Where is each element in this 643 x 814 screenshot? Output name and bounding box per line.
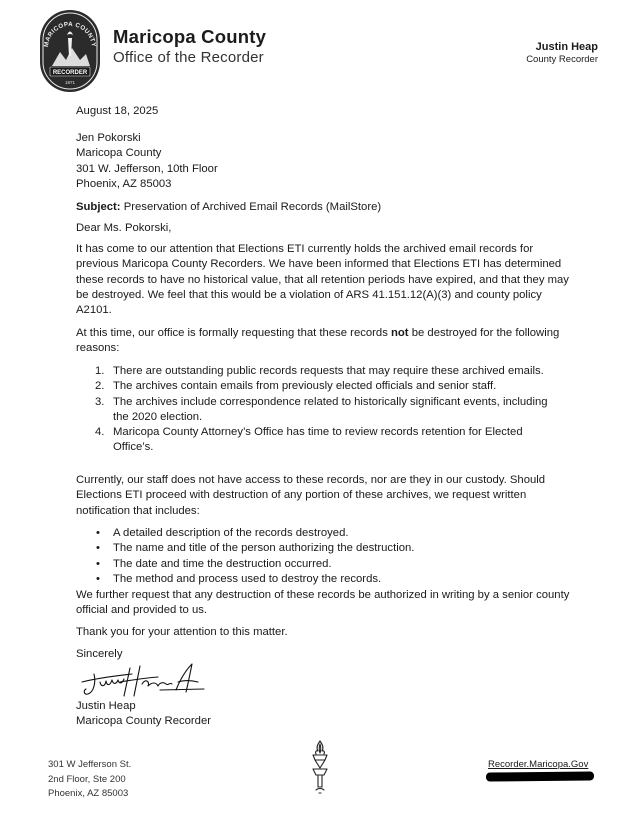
letter-date: August 18, 2025: [76, 105, 159, 117]
list-item-text: The archives contain emails from previously elected officials and senior staff.: [113, 380, 497, 393]
redaction-bar: [486, 771, 594, 781]
paragraph-1: It has come to our attention that Elections ETI currently holds the archived email records for previous Maricopa County Recorders. We have been informed that Elections ETI has determined these records to have no historical value, that all retention periods have expired, and that they may be destroyed. We feel that this would be a violation of ARS 41.151.12(A)(3) and county policy A2101.: [76, 243, 569, 317]
list-item: • The method and process used to destroy the records.: [96, 572, 382, 585]
paragraph-2: [76, 326, 576, 357]
list-item-text: The method and process used to destroy the records.: [113, 572, 382, 585]
footer-address-line: Phoenix, AZ 85003: [48, 788, 129, 799]
county-seal-logo: [38, 8, 102, 94]
signer-title: Maricopa County Recorder: [76, 715, 211, 728]
notification-list: [76, 526, 576, 587]
list-item-text: The date and time the destruction occurred.: [113, 557, 332, 570]
list-item-text: A detailed description of the records destroyed.: [113, 527, 349, 539]
list-item: [76, 379, 566, 394]
paragraph-4: We further request that any destruction of these records be authorized in writing by a senior county official and provided to us.: [76, 589, 570, 617]
recipient-line: Jen Pokorski: [76, 132, 141, 144]
footer-address: [48, 758, 131, 802]
seal-year-text: 1871: [64, 80, 76, 85]
torch-icon: [307, 738, 333, 796]
org-name: Maricopa County: [113, 26, 267, 47]
list-number: 2.: [95, 380, 105, 393]
seal-arc-text: MARICOPA COUNTY: [42, 20, 98, 48]
list-number: 4.: [95, 426, 105, 439]
list-number: 1.: [95, 365, 105, 377]
recipient-line: Maricopa County: [76, 147, 162, 160]
paragraph-2-start: At this time, our office is formally requesting that these records: [76, 327, 391, 339]
paragraph-2-emphasis: not: [391, 327, 409, 339]
reasons-list: [76, 364, 566, 456]
closing: Sincerely: [76, 648, 123, 660]
footer-website-link[interactable]: Recorder.Maricopa.Gov: [488, 759, 589, 770]
subject-line: [76, 200, 576, 215]
list-item: [76, 425, 566, 456]
list-item: • The name and title of the person authorizing the destruction.: [96, 542, 415, 555]
recipient-line: Phoenix, AZ 85003: [76, 177, 172, 190]
list-item-text: The name and title of the person authorizing the destruction.: [113, 542, 415, 555]
signer-block: [76, 699, 576, 730]
list-item-text: The archives include correspondence related to historically significant events, including the 2020 election.: [113, 395, 548, 423]
footer-address-line: 2nd Floor, Ste 200: [48, 773, 126, 785]
seal-recorder-text: RECORDER: [52, 70, 88, 76]
list-item: [76, 395, 566, 426]
official-name: Justin Heap: [535, 41, 598, 53]
handwritten-signature: [80, 660, 220, 700]
subject-label: Subject:: [76, 201, 121, 213]
paragraph-5: Thank you for your attention to this matter.: [76, 626, 288, 638]
paragraph-2-end: be destroyed for the following reasons:: [76, 327, 560, 355]
recipient-block: [76, 131, 576, 192]
list-item-text: There are outstanding public records requests that may require these archived emails.: [113, 365, 544, 377]
signer-name: Justin Heap: [76, 700, 136, 712]
paragraph-3: Currently, our staff does not have access to these records, nor are they in our custody. Should Elections ETI proceed with destruction of any portion of these archives, we request written notification that includes:: [76, 474, 546, 517]
salutation: Dear Ms. Pokorski,: [76, 222, 172, 234]
subject-text: Preservation of Archived Email Records (MailStore): [120, 201, 382, 213]
list-item: • The date and time the destruction occurred.: [96, 557, 332, 570]
list-item: [76, 364, 566, 379]
list-item-text: Maricopa County Attorney’s Office has time to review records retention for Elected Office’s.: [113, 426, 523, 454]
org-subtitle: Office of the Recorder: [113, 49, 264, 66]
list-item: • A detailed description of the records destroyed.: [96, 527, 349, 539]
official-title: County Recorder: [526, 54, 598, 65]
recipient-line: 301 W. Jefferson, 10th Floor: [76, 162, 218, 175]
footer-address-line: 301 W Jefferson St.: [48, 759, 132, 770]
list-number: 3.: [95, 395, 105, 408]
